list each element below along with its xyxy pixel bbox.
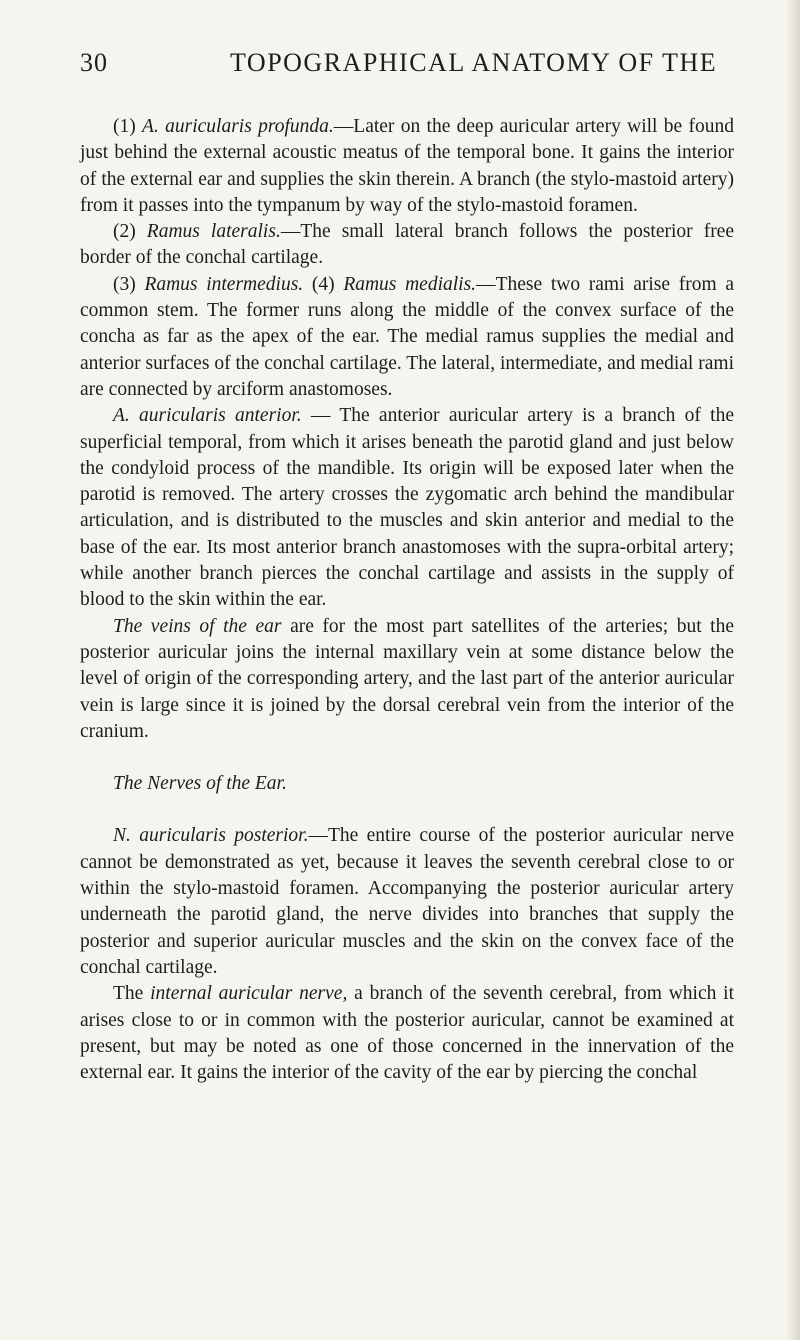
body-text bbox=[80, 114, 734, 1086]
paragraph-heading-2: Ramus medialis. bbox=[343, 273, 477, 295]
page-edge-shadow bbox=[786, 0, 800, 1340]
running-title: TOPOGRAPHICAL ANATOMY OF THE bbox=[230, 48, 718, 77]
paragraph-heading: A. auricularis anterior. bbox=[113, 405, 302, 427]
paragraph-heading: Ramus intermedius. bbox=[144, 273, 304, 295]
paragraph-heading: N. auricularis posterior. bbox=[113, 825, 309, 847]
page-number: 30 bbox=[80, 48, 108, 77]
paragraph-lead: (1) bbox=[113, 116, 143, 137]
paragraph-ramus-lateralis bbox=[80, 219, 734, 272]
paragraph-heading: The veins of the ear bbox=[113, 615, 282, 637]
paragraph-heading: Ramus lateralis. bbox=[146, 221, 281, 243]
paragraph-text: a branch of the seventh cerebral, from which it arises close to or in common with the posterior auricular, cannot be examined at present, but may be noted as one of those concerned in the innervation of the external ear. It gains the interior of the cavity of the ear by piercing the conchal bbox=[80, 983, 734, 1084]
section-heading-nerves bbox=[80, 771, 734, 797]
section-heading: The Nerves of the Ear. bbox=[113, 773, 287, 795]
paragraph-heading: A. auricularis profunda. bbox=[142, 116, 334, 137]
paragraph-auricularis-anterior bbox=[80, 403, 734, 613]
paragraph-auricularis-profunda bbox=[80, 114, 734, 219]
paragraph-text: —The small lateral branch follows the posterior free border of the conchal cartilage. bbox=[80, 221, 734, 269]
paragraph-lead: (2) bbox=[113, 221, 147, 243]
paragraph-heading: internal auricular nerve, bbox=[150, 983, 348, 1005]
paragraph-text: are for the most part satellites of the arteries; but the posterior auricular joins the internal maxillary vein at some distance below the level of origin of the corresponding artery, and the last part of the anterior auricular vein is large since it is joined by the dorsal cerebral vein from the interior of the cranium. bbox=[80, 615, 735, 742]
paragraph-internal-auricular-nerve bbox=[80, 981, 734, 1086]
paragraph-text: —These two rami arise from a common stem. The former runs along the middle of the convex surface of the concha as far as the apex of the ear. The medial ramus supplies the medial and anterior surfaces of the conchal cartilage. The lateral, intermediate, and medial rami are connected by arciform anastomoses. bbox=[80, 273, 734, 400]
paragraph-lead: (3) bbox=[113, 273, 145, 295]
paragraph-lead: The bbox=[113, 983, 151, 1005]
paragraph-ramus-intermedius-medialis bbox=[80, 272, 734, 403]
paragraph-veins-of-ear bbox=[80, 614, 734, 745]
paragraph-auricularis-posterior bbox=[80, 823, 734, 981]
paragraph-text: —Later on the deep auricular artery will be found just behind the external acoustic meatus of the temporal bone. It gains the interior of the external ear and supplies the skin therein. A branch (the stylo-mastoid artery) from it passes into the tympanum by way of the stylo-mastoid foramen. bbox=[80, 116, 734, 216]
paragraph-text: —The entire course of the posterior auricular nerve cannot be demonstrated as yet, because it leaves the seventh cerebral close to or within the stylo-mastoid foramen. Accompanying the posterior auricular artery underneath the parotid gland, the nerve divides into branches that supply the posterior and superior auricular muscles and the skin on the convex face of the conchal cartilage. bbox=[80, 825, 734, 978]
paragraph-text: — The anterior auricular artery is a branch of the superficial temporal, from which it arises beneath the parotid gland and just below the condyloid process of the mandible. Its origin will be exposed later when the parotid is removed. The artery crosses the zygomatic arch behind the mandibular articulation, and is distributed to the muscles and skin anterior and medial to the base of the ear. Its most anterior branch anastomoses with the supra-orbital artery; while another branch pierces the conchal cartilage and assists in the supply of blood to the skin within the ear. bbox=[80, 405, 734, 611]
paragraph-mid: (4) bbox=[303, 273, 344, 295]
running-head bbox=[80, 48, 740, 88]
